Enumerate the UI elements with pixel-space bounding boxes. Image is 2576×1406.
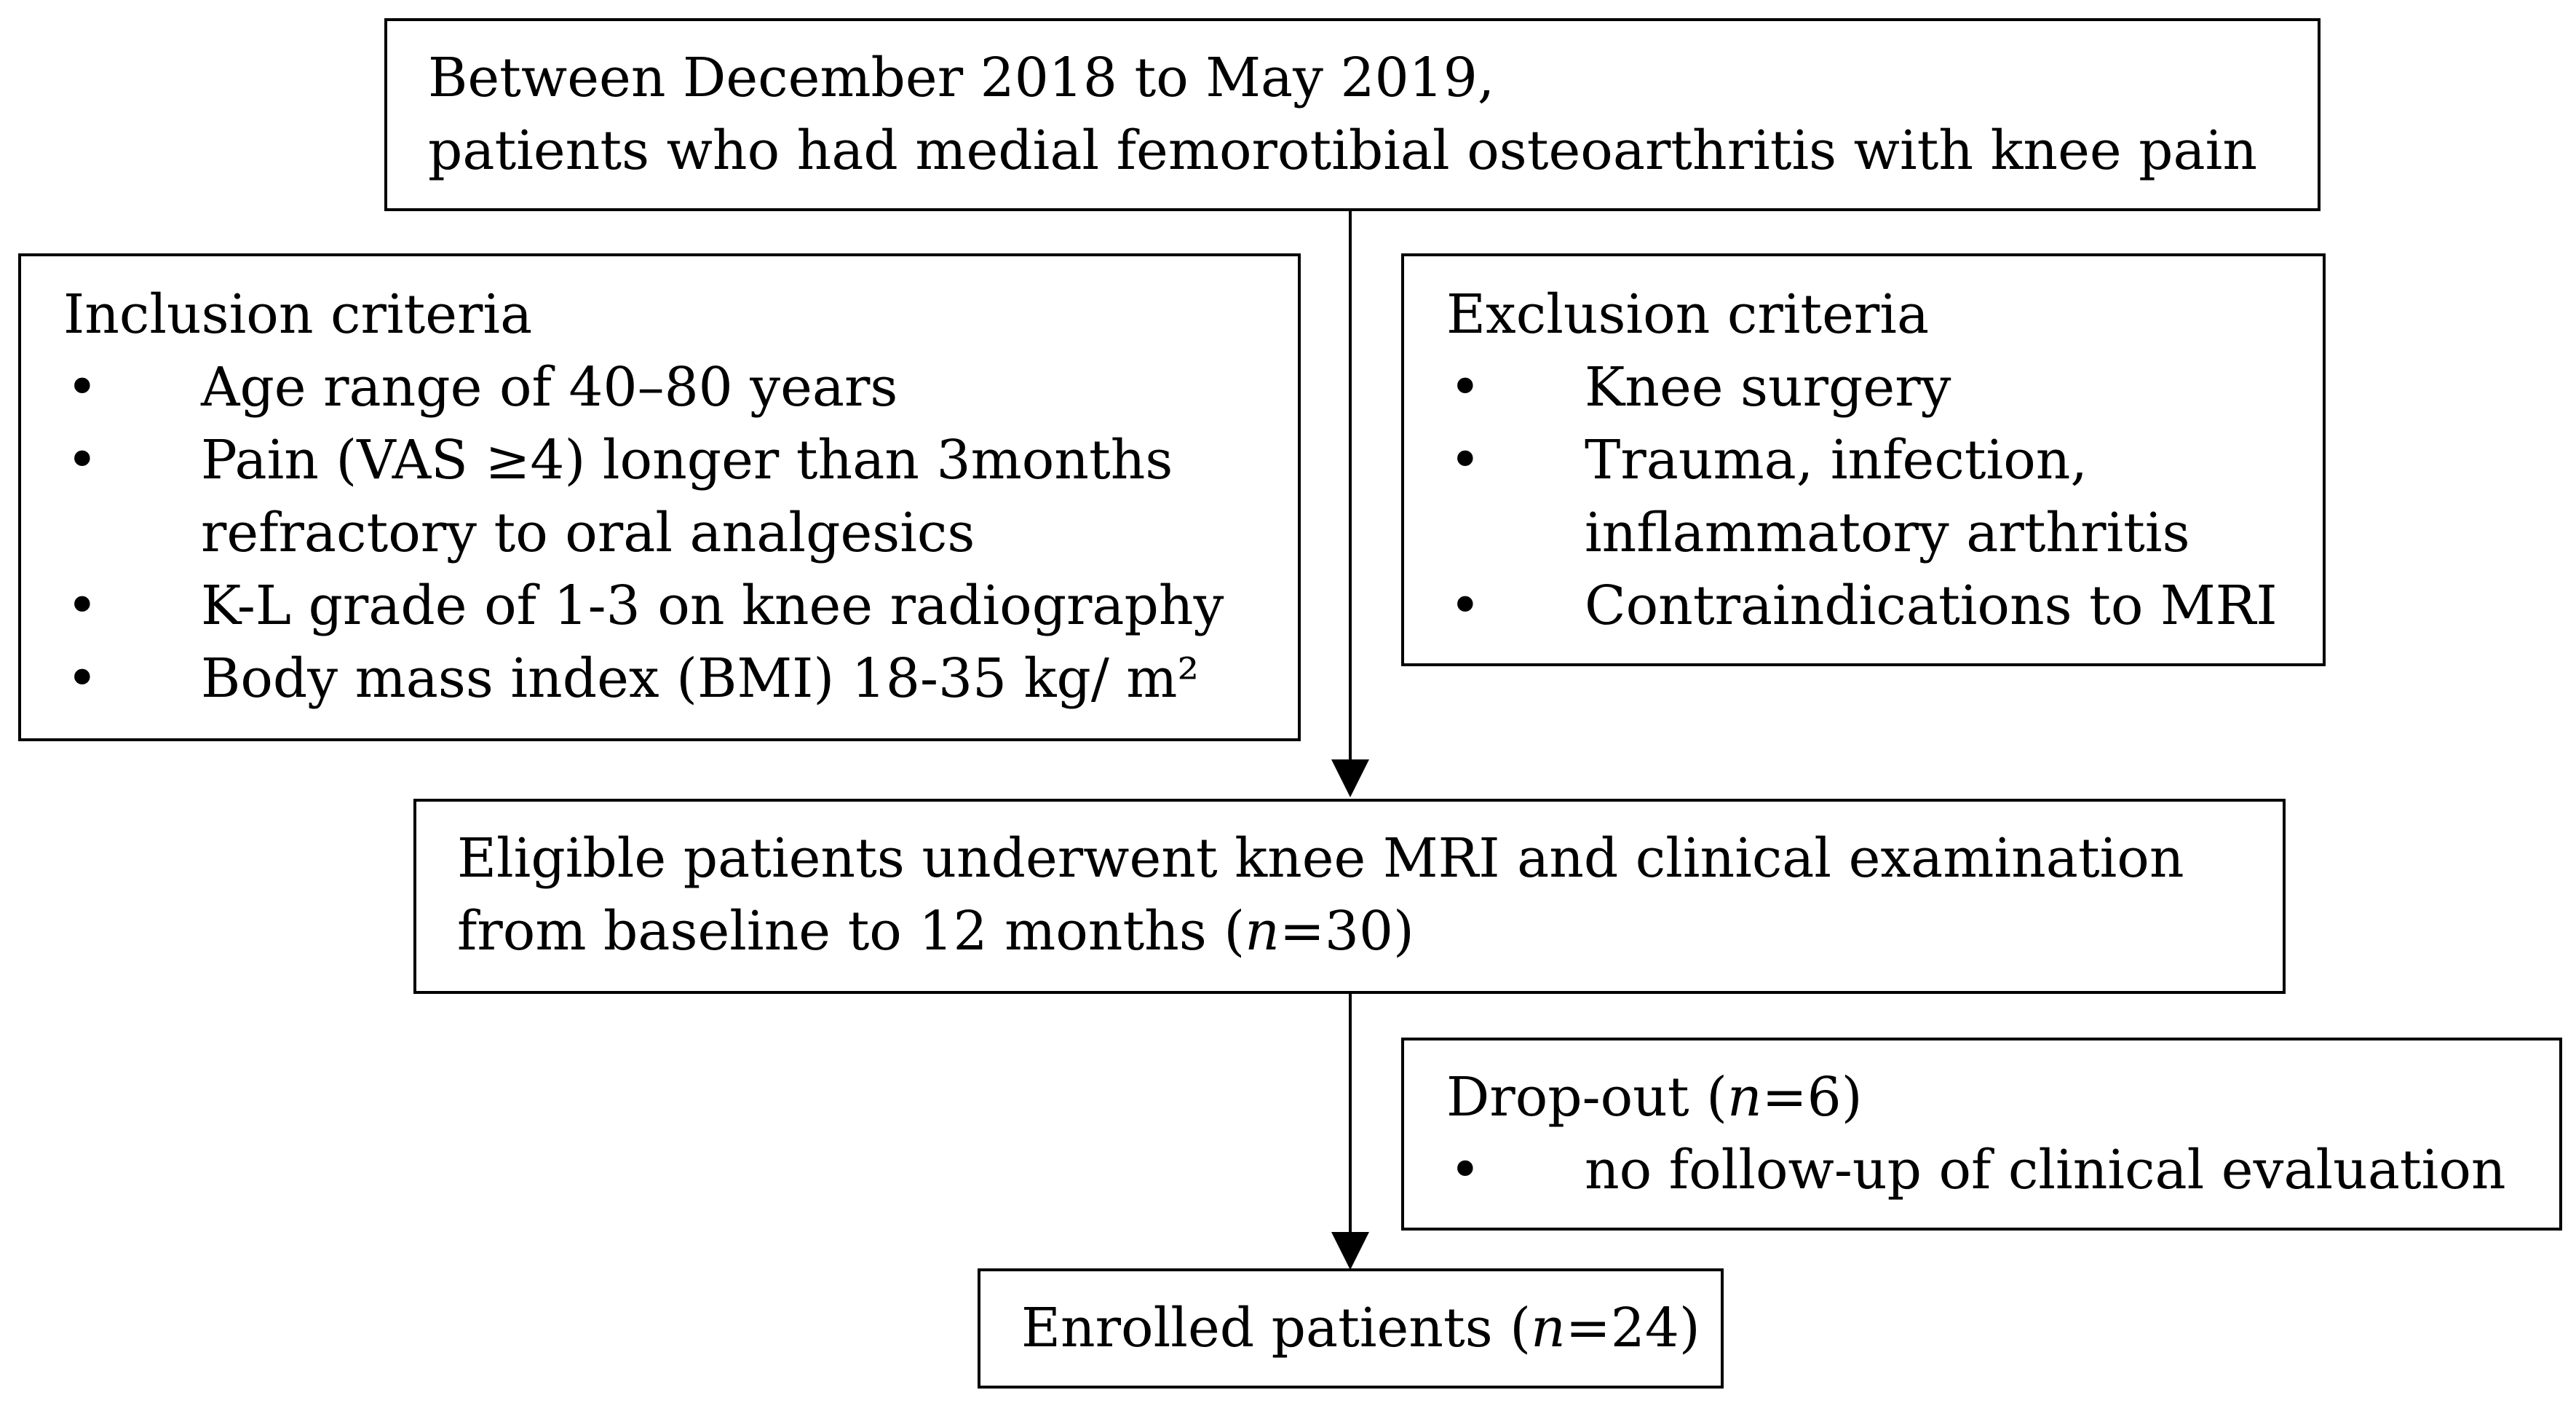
inclusion-item-kl-grade: K-L grade of 1-3 on knee radiography xyxy=(201,574,1224,637)
exclusion-bullet-3: • xyxy=(1449,574,1481,637)
inclusion-criteria-title: Inclusion criteria xyxy=(63,283,533,346)
inclusion-item-bmi: Body mass index (BMI) 18-35 kg/ m² xyxy=(201,647,1200,710)
exclusion-criteria-box xyxy=(1401,253,2326,666)
dropout-box xyxy=(1401,1038,2562,1231)
inclusion-item-pain: Pain (VAS ≥4) longer than 3months xyxy=(201,429,1173,491)
enrolled-patients-prefix: Enrolled patients ( xyxy=(1021,1297,1531,1359)
arrow-head-enrolled xyxy=(1331,1232,1369,1270)
inclusion-bullet-3: • xyxy=(66,574,98,637)
start-population-line-2: patients who had medial femorotibial osteoarthritis with knee pain xyxy=(428,119,2258,182)
inclusion-criteria-box xyxy=(18,253,1301,741)
start-population-box xyxy=(384,18,2321,211)
connector-eligible-to-enrolled xyxy=(1349,994,1352,1234)
enrolled-patients-count: =24) xyxy=(1565,1297,1700,1359)
eligible-patients-n-symbol: n xyxy=(1245,900,1280,963)
arrow-head-eligible xyxy=(1331,759,1369,797)
inclusion-bullet-4: • xyxy=(66,647,98,710)
enrolled-patients-label xyxy=(1021,1292,1700,1364)
enrolled-patients-n-symbol: n xyxy=(1531,1297,1566,1359)
eligible-patients-count: =30) xyxy=(1279,900,1414,963)
dropout-title xyxy=(1446,1061,1863,1134)
exclusion-item-trauma: Trauma, infection, xyxy=(1585,429,2088,491)
inclusion-item-pain-continued: refractory to oral analgesics xyxy=(201,502,975,564)
dropout-count: =6) xyxy=(1761,1066,1863,1129)
eligible-patients-box xyxy=(413,799,2286,994)
inclusion-bullet-1: • xyxy=(66,356,98,419)
exclusion-bullet-2: • xyxy=(1449,429,1481,491)
eligible-patients-line-1: Eligible patients underwent knee MRI and clinical examination xyxy=(457,827,2184,890)
exclusion-criteria-title: Exclusion criteria xyxy=(1446,283,1930,346)
eligible-patients-line-2 xyxy=(457,895,1414,968)
dropout-item-no-follow-up: no follow-up of clinical evaluation xyxy=(1585,1139,2506,1201)
exclusion-item-knee-surgery: Knee surgery xyxy=(1585,356,1951,419)
dropout-n-symbol: n xyxy=(1727,1066,1762,1129)
enrolled-patients-box xyxy=(978,1268,1724,1389)
exclusion-item-mri-contraindications: Contraindications to MRI xyxy=(1585,574,2278,637)
inclusion-item-age: Age range of 40–80 years xyxy=(201,356,898,419)
dropout-bullet: • xyxy=(1449,1139,1481,1201)
exclusion-bullet-1: • xyxy=(1449,356,1481,419)
inclusion-bullet-2: • xyxy=(66,429,98,491)
eligible-patients-line-2-prefix: from baseline to 12 months ( xyxy=(457,900,1245,963)
exclusion-item-trauma-continued: inflammatory arthritis xyxy=(1585,502,2190,564)
connector-top-to-eligible xyxy=(1349,211,1352,761)
dropout-title-prefix: Drop-out ( xyxy=(1446,1066,1727,1129)
start-population-line-1: Between December 2018 to May 2019, xyxy=(428,47,1495,109)
